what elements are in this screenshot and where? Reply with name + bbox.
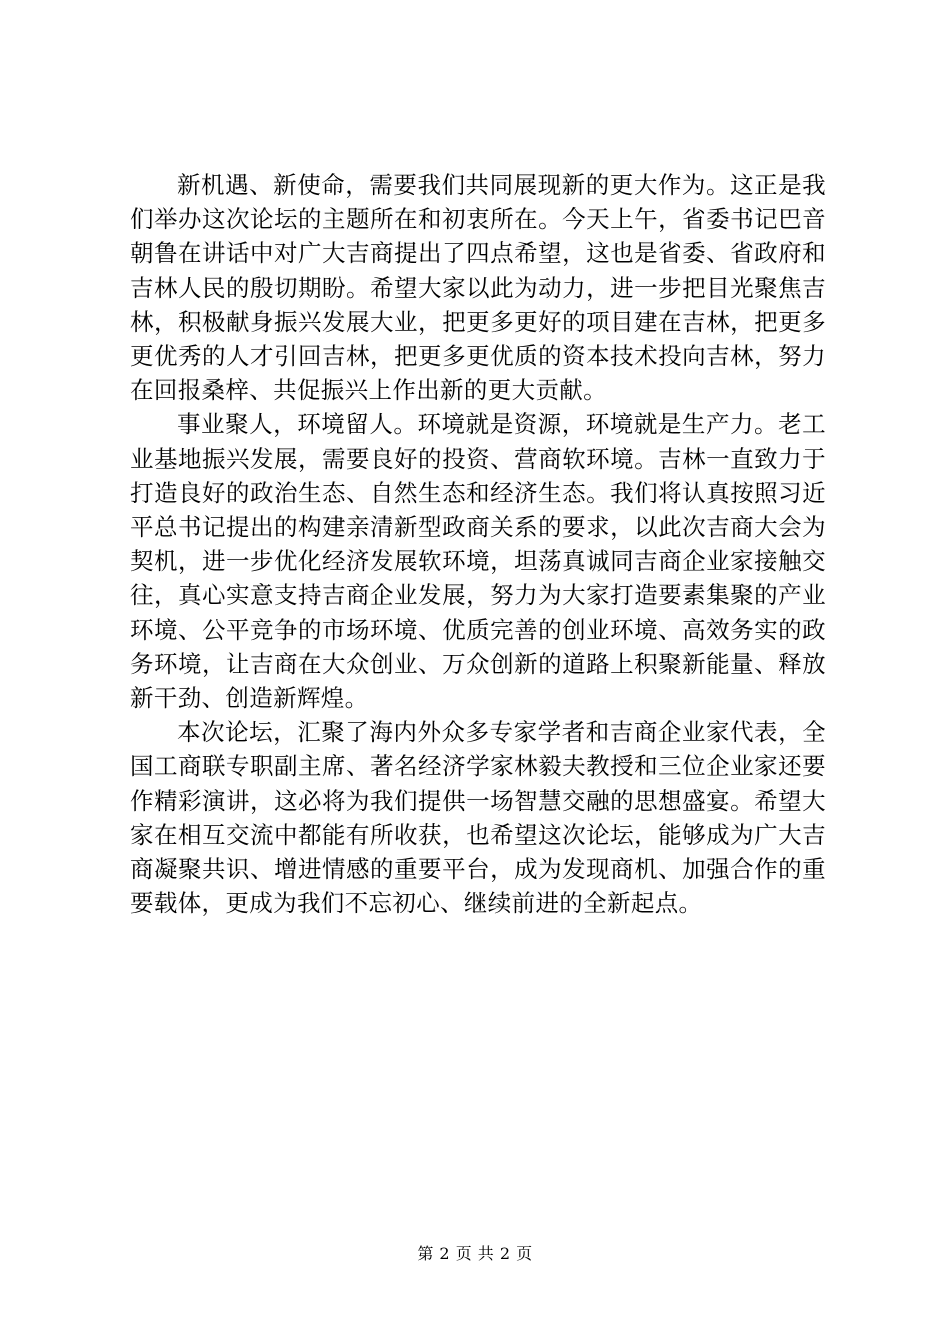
page-number-footer: 第 2 页 共 2 页 <box>417 1244 533 1263</box>
paragraph-new-opportunity: 新机遇、新使命，需要我们共同展现新的更大作为。这正是我们举办这次论坛的主题所在和初衷所在。今天上午，省委书记巴音朝鲁在讲话中对广大吉商提出了四点希望，这也是省委、省政府和吉林人民的殷切期盼。希望大家以此为动力，进一步把目光聚焦吉林，积极献身振兴发展大业，把更多更好的项目建在吉林，把更多更优秀的人才引回吉林，把更多更优质的资本技术投向吉林，努力在回报桑梓、共促振兴上作出新的更大贡献。 <box>130 171 826 405</box>
paragraph-business-environment: 事业聚人，环境留人。环境就是资源，环境就是生产力。老工业基地振兴发展，需要良好的投资、营商软环境。吉林一直致力于打造良好的政治生态、自然生态和经济生态。我们将认真按照习近平总书记提出的构建亲清新型政商关系的要求，以此次吉商大会为契机，进一步优化经济发展软环境，坦荡真诚同吉商企业家接触交往，真心实意支持吉商企业发展，努力为大家打造要素集聚的产业环境、公平竞争的市场环境、优质完善的创业环境、高效务实的政务环境，让吉商在大众创业、万众创新的道路上积聚新能量、释放新干劲、创造新辉煌。 <box>130 410 826 713</box>
paragraph-forum-speech: 本次论坛，汇聚了海内外众多专家学者和吉商企业家代表，全国工商联专职副主席、著名经济学家林毅夫教授和三位企业家还要作精彩演讲，这必将为我们提供一场智慧交融的思想盛宴。希望大家在相互交流中都能有所收获，也希望这次论坛，能够成为广大吉商凝聚共识、增进情感的重要平台，成为发现商机、加强合作的重要载体，更成为我们不忘初心、继续前进的全新起点。 <box>130 718 826 918</box>
document-body <box>130 168 826 920</box>
